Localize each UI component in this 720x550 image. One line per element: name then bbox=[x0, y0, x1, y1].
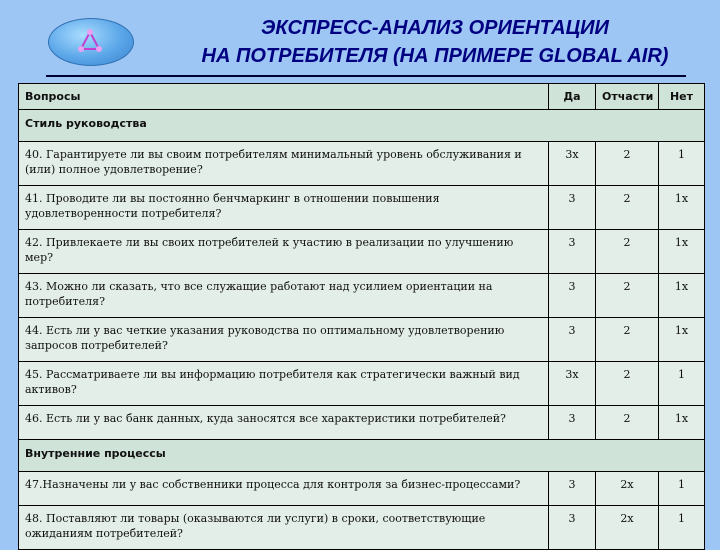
question-cell: 44. Есть ли у вас четкие указания руководства по оптимальному удовлетворению запросов потребителей? bbox=[19, 318, 549, 362]
no-cell: 1 bbox=[659, 142, 705, 186]
page-title bbox=[140, 14, 720, 70]
table-row bbox=[19, 472, 705, 506]
question-cell: 47.Назначены ли у вас собственники процесса для контроля за бизнес-процессами? bbox=[19, 472, 549, 506]
no-cell: 1 bbox=[659, 362, 705, 406]
partly-cell: 2 bbox=[596, 230, 659, 274]
no-cell: 1 bbox=[659, 472, 705, 506]
table-row bbox=[19, 362, 705, 406]
table-row bbox=[19, 406, 705, 440]
header-questions: Вопросы bbox=[19, 84, 549, 110]
title-line-1: ЭКСПРЕСС-АНАЛИЗ ОРИЕНТАЦИИ bbox=[261, 17, 609, 39]
no-cell: 1 bbox=[659, 506, 705, 550]
yes-cell: 3 bbox=[549, 506, 596, 550]
partly-cell: 2 bbox=[596, 362, 659, 406]
partly-cell: 2 bbox=[596, 318, 659, 362]
section-row bbox=[19, 110, 705, 142]
yes-cell: 3x bbox=[549, 142, 596, 186]
question-cell: 45. Рассматриваете ли вы информацию потребителя как стратегически важный вид активов? bbox=[19, 362, 549, 406]
header-yes: Да bbox=[549, 84, 596, 110]
question-cell: 48. Поставляют ли товары (оказываются ли услуги) в сроки, соответствующие ожиданиям потребителей? bbox=[19, 506, 549, 550]
question-cell: 46. Есть ли у вас банк данных, куда заносятся все характеристики потребителей? bbox=[19, 406, 549, 440]
header-partly: Отчасти bbox=[596, 84, 659, 110]
partly-cell: 2 bbox=[596, 142, 659, 186]
questionnaire-table bbox=[18, 83, 705, 550]
header-row bbox=[19, 84, 705, 110]
yes-cell: 3 bbox=[549, 318, 596, 362]
table-row bbox=[19, 230, 705, 274]
table-row bbox=[19, 274, 705, 318]
section-title: Внутренние процессы bbox=[19, 440, 705, 472]
triangle-network-icon bbox=[77, 29, 103, 53]
table-row bbox=[19, 318, 705, 362]
table-row bbox=[19, 506, 705, 550]
section-row bbox=[19, 440, 705, 472]
question-cell: 42. Привлекаете ли вы своих потребителей к участию в реализации по улучшению мер? bbox=[19, 230, 549, 274]
partly-cell: 2 bbox=[596, 274, 659, 318]
header-no: Нет bbox=[659, 84, 705, 110]
partly-cell: 2x bbox=[596, 472, 659, 506]
no-cell: 1x bbox=[659, 274, 705, 318]
yes-cell: 3x bbox=[549, 362, 596, 406]
no-cell: 1x bbox=[659, 406, 705, 440]
partly-cell: 2 bbox=[596, 186, 659, 230]
yes-cell: 3 bbox=[549, 230, 596, 274]
question-cell: 41. Проводите ли вы постоянно бенчмаркинг в отношении повышения удовлетворенности потребителя? bbox=[19, 186, 549, 230]
yes-cell: 3 bbox=[549, 472, 596, 506]
section-title: Стиль руководства bbox=[19, 110, 705, 142]
title-line-2: НА ПОТРЕБИТЕЛЯ (НА ПРИМЕРЕ GLOBAL AIR) bbox=[201, 45, 669, 67]
divider bbox=[46, 75, 686, 77]
question-cell: 40. Гарантируете ли вы своим потребителям минимальный уровень обслуживания и (или) полное удовлетворение? bbox=[19, 142, 549, 186]
table-row bbox=[19, 186, 705, 230]
table-row bbox=[19, 142, 705, 186]
partly-cell: 2x bbox=[596, 506, 659, 550]
partly-cell: 2 bbox=[596, 406, 659, 440]
no-cell: 1x bbox=[659, 318, 705, 362]
no-cell: 1x bbox=[659, 230, 705, 274]
yes-cell: 3 bbox=[549, 274, 596, 318]
yes-cell: 3 bbox=[549, 186, 596, 230]
logo bbox=[48, 18, 134, 66]
yes-cell: 3 bbox=[549, 406, 596, 440]
question-cell: 43. Можно ли сказать, что все служащие работают над усилием ориентации на потребителя? bbox=[19, 274, 549, 318]
no-cell: 1x bbox=[659, 186, 705, 230]
